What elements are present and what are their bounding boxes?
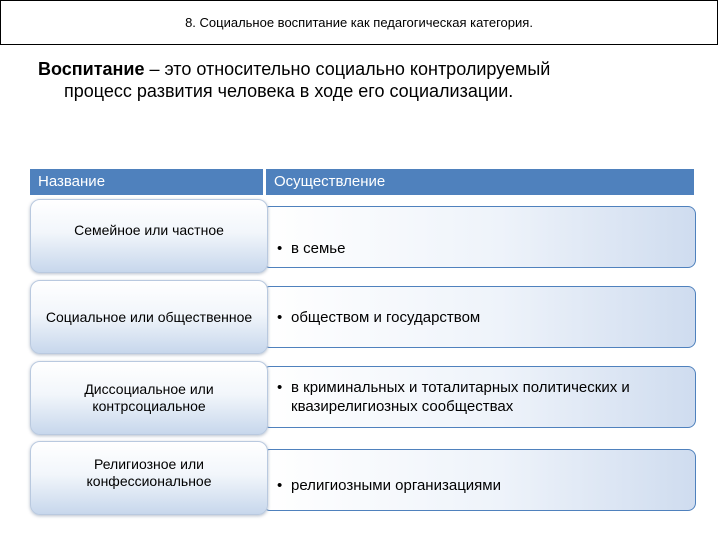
bullet-icon: •: [277, 308, 283, 326]
bullet-icon: •: [277, 379, 283, 396]
column-header-name: Название: [30, 169, 263, 195]
bullet-icon: •: [277, 476, 283, 494]
value-text: религиозными организациями: [291, 476, 501, 494]
name-text: Религиозное или конфессиональное: [86, 456, 212, 489]
value-text: в семье: [291, 239, 346, 257]
name-text: Диссоциальное или контрсоциальное: [84, 381, 214, 414]
definition-line-1: [38, 58, 678, 80]
value-card-religious: [262, 449, 696, 511]
name-card-family: [30, 199, 268, 273]
slide-title: 8. Социальное воспитание как педагогическая категория.: [185, 15, 533, 30]
definition-line-2: процесс развития человека в ходе его социализации.: [64, 81, 514, 101]
definition-text: [38, 58, 678, 102]
definition-term: Воспитание: [38, 59, 145, 79]
definition-line-1-rest: – это относительно социально контролируемый: [144, 59, 551, 79]
name-card-religious: [30, 441, 268, 515]
column-header-implementation: Осуществление: [266, 169, 694, 195]
value-text: обществом и государством: [291, 308, 481, 326]
bullet-icon: •: [277, 239, 283, 257]
name-card-dissocial: [30, 361, 268, 435]
name-card-social: [30, 280, 268, 354]
name-text: Семейное или частное: [74, 222, 224, 238]
name-text: Социальное или общественное: [45, 308, 253, 325]
value-card-social: [262, 286, 696, 348]
value-card-family: [262, 206, 696, 268]
value-card-dissocial: [262, 366, 696, 428]
value-text: в криминальных и тоталитарных политических и квазирелигиозных сообществах: [291, 379, 630, 415]
slide-header: [0, 0, 718, 45]
